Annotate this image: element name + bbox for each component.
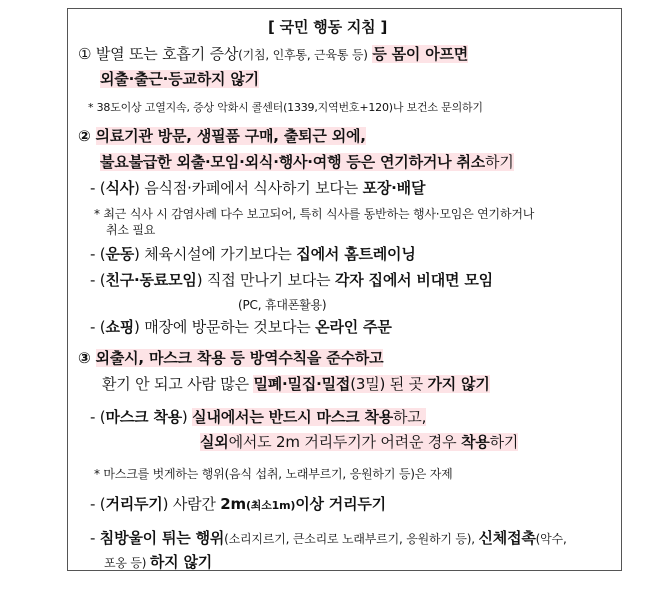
text-s3-mask-dash: - (: [90, 408, 106, 426]
item-droplets: [90, 528, 567, 549]
text-s2-shop-mid: ) 매장에 방문하는 것보다는: [134, 318, 316, 336]
item-sport: [90, 244, 416, 264]
text-s2-friend-b: 각자 집에서 비대면 모임: [334, 271, 493, 289]
text-s3-line1: 외출시, 마스크 착용 등 방역수칙을 준수하고: [95, 349, 384, 367]
item-mask-note: * 마스크를 벗게하는 행위(음식 섭취, 노래부르기, 응원하기 등)은 자제: [94, 467, 453, 481]
text-s3-mask2-b2: 착용: [460, 433, 490, 451]
item-droplets-2: [104, 552, 212, 573]
text-s3-line2-mid: (3밀) 된 곳: [350, 375, 428, 393]
text-s2-eat-b: 포장·배달: [362, 179, 426, 197]
text-s3-spit2-pre: 포옹 등): [104, 556, 150, 570]
text-s3-spit-tail: (악수,: [535, 532, 567, 546]
section-1-number: ①: [78, 45, 92, 63]
text-s2-friend-label: 친구·동료모임: [105, 271, 197, 289]
section-3-line-2: [102, 374, 490, 394]
text-s2-shop-label: 쇼핑: [105, 318, 135, 336]
text-s2-eat-label: 식사: [105, 179, 135, 197]
text-s2-line1: 의료기관 방문, 생필품 구매, 출퇴근 외에,: [95, 127, 366, 145]
text-s3-spit-dash: -: [90, 529, 100, 547]
text-s3-dist-small: (최소1m): [245, 499, 296, 512]
text-s2-sport-dash: - (: [90, 245, 106, 263]
text-s3-line2-b: 밀폐·밀집·밀접: [253, 375, 351, 393]
text-s2-line2-b: 불요불급한 외출·모임·외식·행사·여행 등은 연기하거나 취소: [100, 153, 486, 171]
section-1-note: * 38도이상 고열지속, 증상 악화시 콜센터(1339,지역번호+120)나 보건소 문의하기: [88, 101, 483, 114]
text-s1-line2: 외출·출근·등교하지 않기: [100, 70, 259, 88]
text-s3-mask-mid: ): [181, 408, 193, 426]
text-s2-eat-mid: ) 음식점·카페에서 식사하기 보다는: [134, 179, 363, 197]
section-3-line-1: [78, 348, 383, 368]
text-s2-line2-tail: 하기: [485, 153, 514, 171]
text-s2-num: ②: [78, 127, 91, 145]
text-s2-eat-dash: - (: [90, 179, 106, 197]
item-shop: [90, 317, 392, 337]
text-s3-dist-mid: ) 사람간: [162, 495, 221, 513]
text-s3-mask2-tail: 하기: [489, 433, 519, 451]
section-2-line-1: [78, 126, 366, 146]
text-s2-friend-dash: - (: [90, 271, 106, 289]
item-distance: [90, 494, 386, 516]
item-friend-sub: (PC, 휴대폰활용): [238, 298, 327, 312]
text-s3-dist-b2: 이상 거리두기: [295, 495, 386, 513]
text-s3-mask2-b: 실외: [200, 433, 229, 451]
text-s3-num: ③: [78, 349, 91, 367]
item-eat-note-2: 취소 필요: [106, 223, 156, 237]
item-mask: [90, 407, 426, 427]
text-s3-dist-b1: 2m: [220, 495, 246, 513]
text-s2-sport-label: 운동: [105, 245, 135, 263]
text-s3-dist-label: 거리두기: [105, 495, 163, 513]
text-s2-friend-mid: ) 직접 만나기 보다는: [196, 271, 335, 289]
text-s3-dist-dash: - (: [90, 495, 106, 513]
text-s3-mask-label: 마스크 착용: [105, 408, 182, 426]
section-1-line-2: [100, 69, 259, 89]
text-s3-line2-end: 가지 않기: [427, 375, 490, 393]
section-1-text: 발열 또는 호흡기 증상: [95, 45, 239, 63]
text-s3-mask-b1: 실내에서는 반드시 마스크 착용: [192, 408, 393, 426]
item-mask-2: [200, 432, 518, 452]
text-s3-line2-pre: 환기 안 되고 사람 많은: [102, 375, 254, 393]
section-2-line-2: [100, 152, 514, 172]
item-eat: [90, 178, 425, 198]
item-friend: [90, 270, 493, 290]
text-s2-sport-b: 집에서 홈트레이닝: [296, 245, 416, 263]
page-title: [ 국민 행동 지침 ]: [268, 18, 388, 36]
section-1-bold: 등 몸이 아프면: [372, 45, 469, 63]
text-s3-mask2-mid: 에서도 2m 거리두기가 어려운 경우: [228, 433, 461, 451]
text-s2-shop-dash: - (: [90, 318, 106, 336]
text-s2-shop-b: 온라인 주문: [315, 318, 392, 336]
item-eat-note-1: * 최근 식사 시 감염사례 다수 보고되어, 특히 식사를 동반하는 행사·모임은 연기하거나: [94, 207, 535, 221]
text-s2-sport-mid: ) 체육시설에 가기보다는: [134, 245, 297, 263]
text-s3-mask-tail: 하고,: [393, 408, 427, 426]
section-1-symptoms: (기침, 인후통, 근육통 등): [238, 48, 368, 62]
text-s3-spit-b: 침방울이 튀는 행위: [99, 529, 225, 547]
section-1-line-1: [78, 44, 468, 65]
text-s3-spit-b2: 신체접촉: [478, 529, 536, 547]
text-s3-spit2-b: 하지 않기: [149, 553, 213, 571]
text-s3-spit-mid: (소리지르기, 큰소리로 노래부르기, 응원하기 등),: [224, 532, 479, 546]
